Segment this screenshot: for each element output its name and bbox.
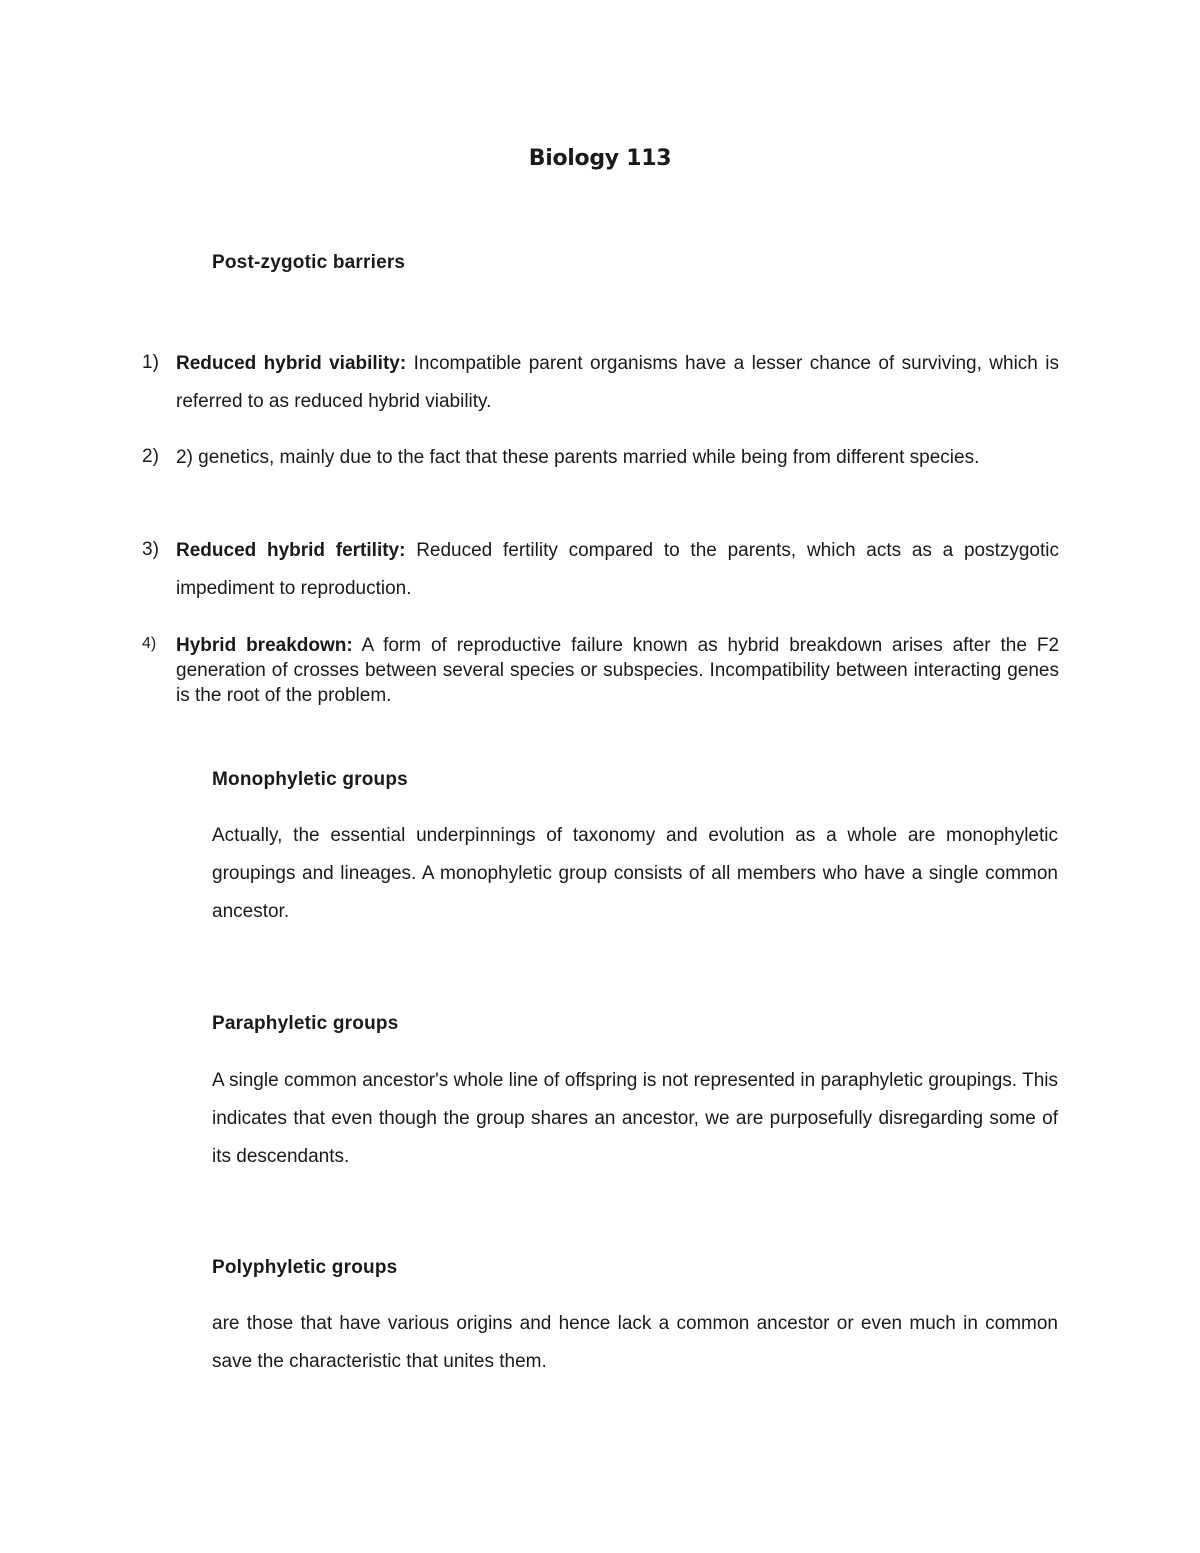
list-item-number: 3) (142, 539, 159, 560)
list-item-body (176, 532, 1059, 608)
list-item-1 (142, 345, 1059, 421)
list-item-text: Reduced fertility compared to the parents, which acts as a postzygotic impediment to reproduction. (176, 540, 1059, 599)
list-item-text: 2) genetics, mainly due to the fact that these parents married while being from different species. (176, 447, 980, 468)
heading-polyphyletic-groups: Polyphyletic groups (212, 1257, 398, 1278)
list-item-label: Hybrid breakdown: (176, 635, 353, 656)
list-item-2 (142, 439, 1059, 477)
heading-monophyletic-groups: Monophyletic groups (212, 769, 408, 790)
list-item-number: 2) (142, 446, 159, 467)
list-item-label: Reduced hybrid viability: (176, 353, 407, 374)
paragraph-paraphyletic: A single common ancestor's whole line of offspring is not represented in paraphyletic groupings. This indicates that even though the group shares an ancestor, we are purposefully disregarding some of its descendants. (212, 1070, 1058, 1167)
heading-paraphyletic-groups: Paraphyletic groups (212, 1013, 399, 1034)
list-item-number: 1) (142, 352, 159, 373)
list-item-label: Reduced hybrid fertility: (176, 540, 406, 561)
document-title: Biology 113 (528, 146, 672, 171)
list-item-4 (142, 633, 1059, 708)
paragraph-polyphyletic: are those that have various origins and hence lack a common ancestor or even much in common save the characteristic that unites them. (212, 1313, 1058, 1372)
list-item-body (176, 633, 1059, 708)
list-item-body (176, 345, 1059, 421)
list-item-text: Incompatible parent organisms have a lesser chance of surviving, which is referred to as reduced hybrid viability. (176, 353, 1059, 412)
paragraph-monophyletic: Actually, the essential underpinnings of taxonomy and evolution as a whole are monophyletic groupings and lineages. A monophyletic group consists of all members who have a single common ancestor. (212, 825, 1058, 922)
list-item-text: A form of reproductive failure known as hybrid breakdown arises after the F2 generation of crosses between several species or subspecies. Incompatibility between interacting genes is the root of the problem. (176, 635, 1060, 706)
list-item-body (176, 439, 1059, 477)
list-item-3 (142, 532, 1059, 608)
heading-post-zygotic-barriers: Post-zygotic barriers (212, 252, 406, 273)
list-item-number: 4) (142, 635, 157, 652)
